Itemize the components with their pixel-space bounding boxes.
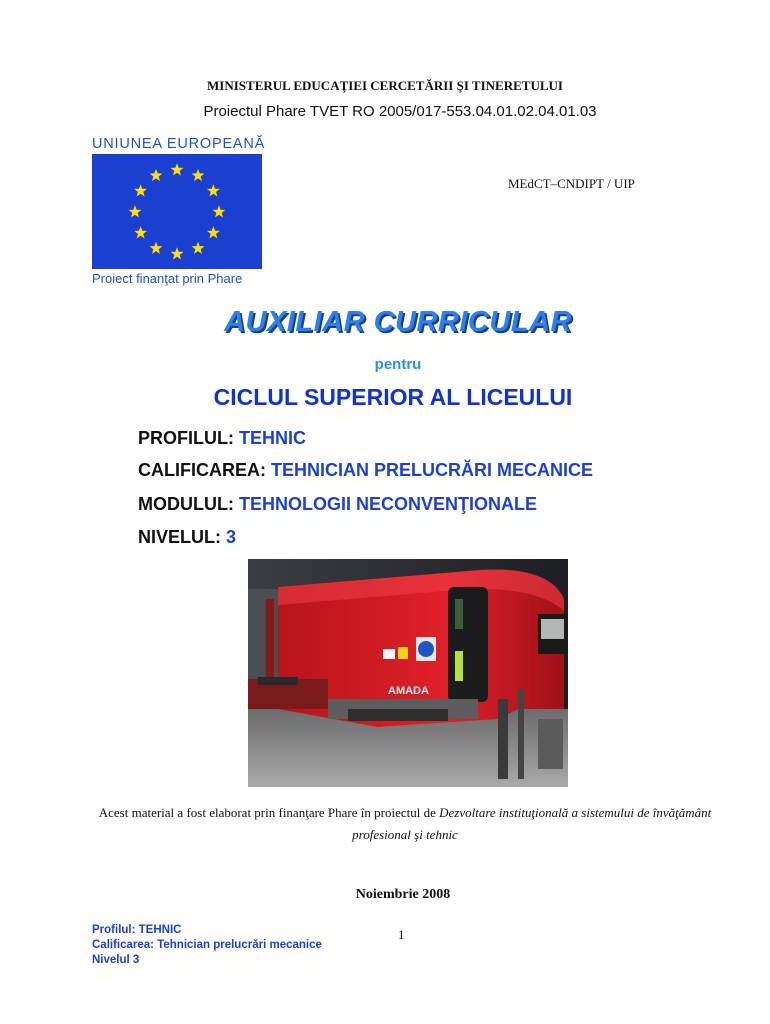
- acknowledgement-project-name: Dezvoltare instituţională a sistemului de învăţământ profesional şi tehnic: [352, 805, 712, 842]
- machine-brand-label: AMADA: [388, 685, 429, 697]
- field-nivel-label: NIVELUL:: [138, 527, 221, 547]
- field-profil-label: PROFILUL:: [138, 428, 234, 448]
- field-calificare-label: CALIFICAREA:: [138, 460, 266, 480]
- eu-star-icon: [192, 169, 205, 181]
- eu-star-icon: [213, 205, 226, 217]
- page-footer: [92, 923, 322, 968]
- title-pentru: pentru: [374, 356, 422, 373]
- eu-logo-caption: Proiect finanţat prin Phare: [92, 271, 243, 286]
- project-code: Proiectul Phare TVET RO 2005/017-553.04.01.02.04.01.03: [203, 103, 597, 120]
- field-calificare-value: TEHNICIAN PRELUCRĂRI MECANICE: [271, 460, 594, 480]
- document-title: AUXILIAR CURRICULAR: [224, 306, 572, 338]
- eu-stars: [92, 154, 262, 269]
- footer-calificare: Calificarea: Tehnician prelucrări mecanice: [92, 939, 322, 951]
- footer-profil: Profilul: TEHNIC: [92, 924, 182, 936]
- eu-star-icon: [207, 184, 220, 196]
- field-profil: [138, 428, 306, 449]
- eu-star-icon: [129, 205, 142, 217]
- eu-logo-title: UNIUNEA EUROPEANĂ: [92, 136, 266, 152]
- machine-illustration: [248, 559, 568, 787]
- field-modul-value: TEHNOLOGII NECONVENŢIONALE: [239, 494, 538, 514]
- field-nivel-value: 3: [226, 527, 237, 547]
- ministry-heading: MINISTERUL EDUCAŢIEI CERCETĂRII ŞI TINERETULUI: [207, 78, 563, 93]
- acknowledgement-text: Acest material a fost elaborat prin finanţare Phare în proiectul de: [98, 805, 440, 820]
- field-modul-label: MODULUL:: [138, 494, 234, 514]
- eu-star-icon: [171, 247, 184, 259]
- field-profil-value: TEHNIC: [239, 428, 307, 448]
- field-modul: [138, 494, 537, 515]
- page-number: 1: [398, 927, 405, 942]
- document-date: Noiembrie 2008: [355, 887, 451, 902]
- title-ciclul: CICLUL SUPERIOR AL LICEULUI: [213, 384, 573, 410]
- eu-star-icon: [192, 242, 205, 254]
- field-calificare: [138, 460, 593, 481]
- eu-star-icon: [207, 226, 220, 238]
- eu-star-icon: [134, 226, 147, 238]
- eu-star-icon: [150, 242, 163, 254]
- eu-star-icon: [134, 184, 147, 196]
- eu-star-icon: [150, 169, 163, 181]
- field-nivel: [138, 527, 236, 548]
- reference-code: MEdCT–CNDIPT / UIP: [508, 176, 635, 191]
- acknowledgement: [80, 802, 730, 846]
- machine-photo: [248, 559, 568, 787]
- footer-nivel: Nivelul 3: [92, 954, 140, 966]
- eu-star-icon: [171, 163, 184, 175]
- eu-flag-icon: [92, 154, 262, 269]
